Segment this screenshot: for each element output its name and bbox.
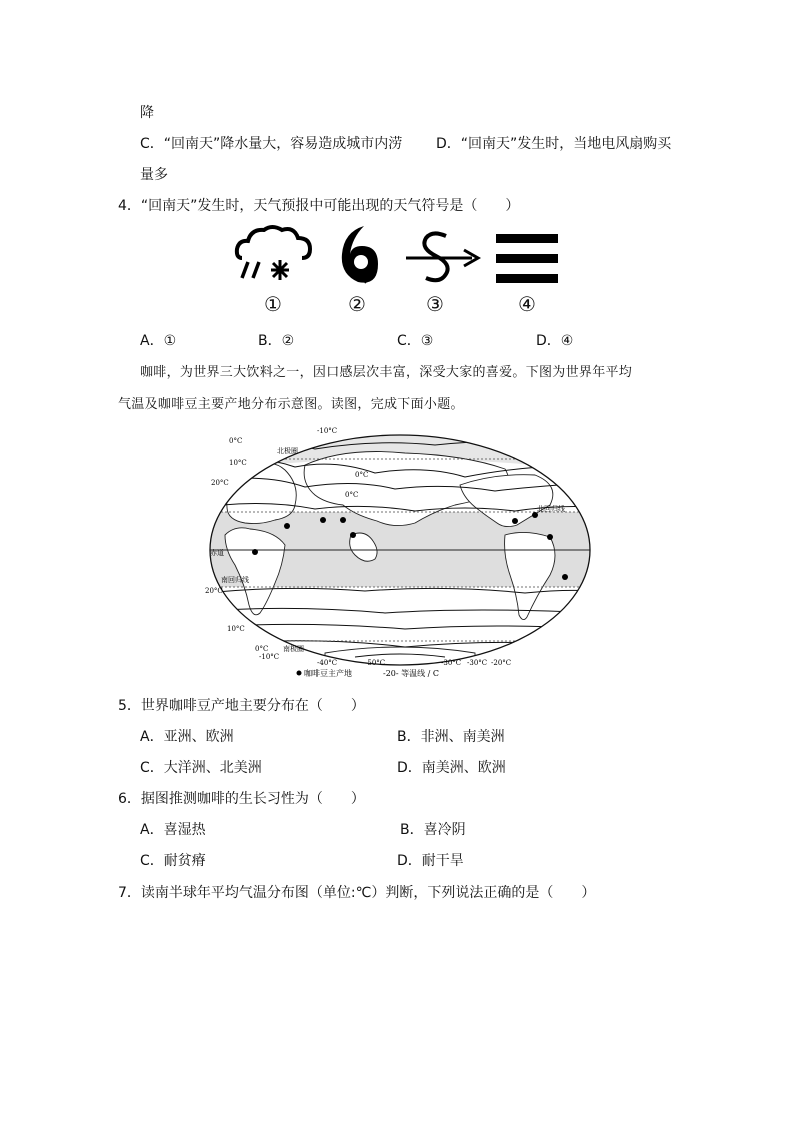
isotherm-label: 0°C <box>229 437 243 445</box>
isotherm-label: 20°C <box>211 479 229 487</box>
coffee-dot <box>320 517 326 523</box>
isotherm-label: 10°C <box>227 625 245 633</box>
coffee-dot <box>340 517 346 523</box>
q3-option-d-continued: 量多 <box>140 167 168 183</box>
isotherm-label: 0°C <box>345 491 359 499</box>
legend-coffee-label: 咖啡豆主产地 <box>304 669 352 678</box>
q4-option-c[interactable]: C．③ <box>397 333 434 349</box>
isotherm-label: 10°C <box>229 459 247 467</box>
tropic-of-capricorn-label: 南回归线 <box>221 576 249 584</box>
symbol-label-2: ② <box>348 292 366 316</box>
q4-option-b[interactable]: B．② <box>258 333 295 349</box>
isotherm-label: -20°C <box>491 659 512 667</box>
isotherm-label: 0°C <box>255 645 269 653</box>
q5-option-b[interactable]: B．非洲、南美洲 <box>397 729 505 745</box>
world-temperature-coffee-map <box>205 425 595 683</box>
q3-tail-text: 降 <box>140 105 154 121</box>
q5-option-d[interactable]: D．南美洲、欧洲 <box>397 760 506 776</box>
typhoon-icon <box>334 224 384 286</box>
isotherm-label: -10°C <box>259 653 280 661</box>
symbol-label-1: ① <box>264 292 282 316</box>
isotherm-label: -50°C <box>365 659 386 667</box>
symbol-label-3: ③ <box>426 292 444 316</box>
legend-coffee-dot <box>297 671 302 676</box>
passage-line-1: 咖啡，为世界三大饮料之一，因口感层次丰富，深受大家的喜爱。下图为世界年平均 <box>140 365 633 380</box>
fog-icon <box>494 232 560 286</box>
legend-isotherm-label: -20- 等温线 / C <box>383 669 440 678</box>
isotherm-label: -10°C <box>317 427 338 435</box>
q3-option-d[interactable]: D．“回南天”发生时，当地电风扇购买 <box>436 136 672 152</box>
coffee-dot <box>547 534 553 540</box>
passage-line-2: 气温及咖啡豆主要产地分布示意图。读图，完成下面小题。 <box>118 397 464 412</box>
q7-stem: 7．读南半球年平均气温分布图（单位:℃）判断，下列说法正确的是（ ） <box>118 885 596 901</box>
q4-option-d[interactable]: D．④ <box>536 333 574 349</box>
coffee-dot <box>512 518 518 524</box>
q6-option-b[interactable]: B．喜冷阴 <box>400 822 466 838</box>
q5-stem: 5．世界咖啡豆产地主要分布在（ ） <box>118 698 365 714</box>
q5-option-c[interactable]: C．大洋洲、北美洲 <box>140 760 262 776</box>
sandstorm-icon <box>402 230 482 286</box>
tropic-of-cancer-label: 北回归线 <box>537 505 565 513</box>
isotherm-label: 0°C <box>355 471 369 479</box>
q6-option-d[interactable]: D．耐干旱 <box>397 853 464 869</box>
weather-symbols-figure <box>230 222 570 320</box>
isotherm-label: -30°C <box>441 659 462 667</box>
arctic-circle-label: 北极圈 <box>277 447 298 455</box>
coffee-dot <box>252 549 258 555</box>
isotherm-label: -30°C <box>467 659 488 667</box>
q6-option-a[interactable]: A．喜湿热 <box>140 822 206 838</box>
isotherm-label: -40°C <box>317 659 338 667</box>
symbol-label-4: ④ <box>518 292 536 316</box>
coffee-dot <box>284 523 290 529</box>
q4-option-a[interactable]: A．① <box>140 333 177 349</box>
q6-option-c[interactable]: C．耐贫瘠 <box>140 853 206 869</box>
coffee-dot <box>350 532 356 538</box>
equator-label: 赤道 <box>210 549 224 557</box>
q3-option-c[interactable]: C．“回南天”降水量大，容易造成城市内涝 <box>140 136 403 152</box>
q5-option-a[interactable]: A．亚洲、欧洲 <box>140 729 234 745</box>
antarctic-circle-label: 南极圈 <box>283 645 304 653</box>
coffee-dot <box>562 574 568 580</box>
q4-stem: 4．“回南天”发生时，天气预报中可能出现的天气符号是（ ） <box>118 198 520 214</box>
q6-stem: 6．据图推测咖啡的生长习性为（ ） <box>118 791 365 807</box>
isotherm-label: 20°C <box>205 587 223 595</box>
rain-snow-cloud-icon <box>234 224 314 286</box>
